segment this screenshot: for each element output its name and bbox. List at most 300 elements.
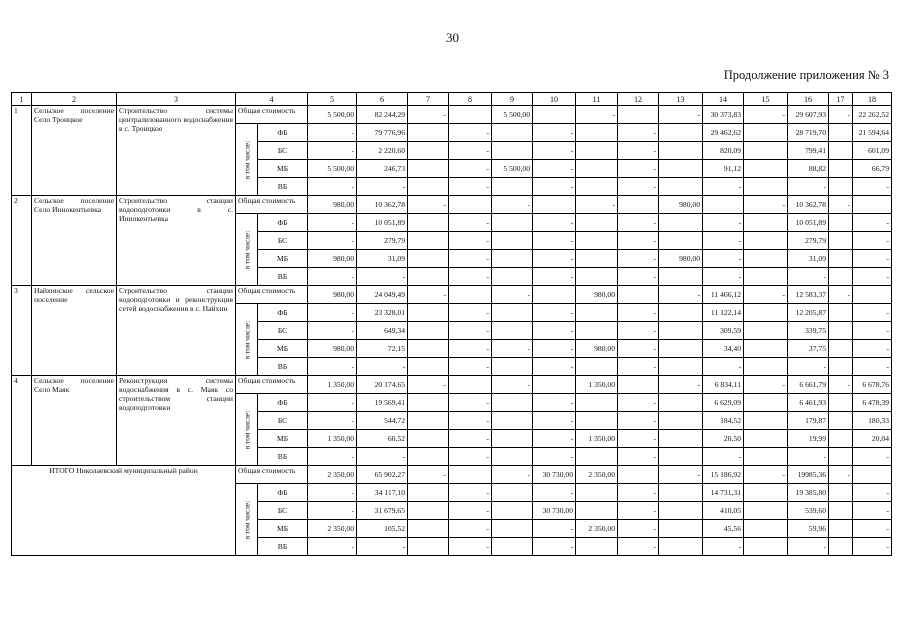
- amount-cell: [744, 538, 788, 556]
- amount-cell: [659, 430, 703, 448]
- including-label-cell: [236, 214, 258, 286]
- amount-cell: 6 629,09: [703, 394, 744, 412]
- amount-cell: [408, 250, 449, 268]
- amount-cell: -: [492, 376, 533, 394]
- amount-cell: -: [703, 448, 744, 466]
- amount-cell: [829, 340, 853, 358]
- amount-cell: -: [449, 160, 492, 178]
- amount-cell: [492, 124, 533, 142]
- page-number: 30: [446, 30, 459, 45]
- amount-cell: -: [449, 232, 492, 250]
- amount-cell: -: [449, 448, 492, 466]
- amount-cell: [744, 250, 788, 268]
- amount-cell: [576, 232, 618, 250]
- amount-cell: 2 350,00: [308, 520, 357, 538]
- amount-cell: [576, 484, 618, 502]
- amount-cell: 980,00: [576, 286, 618, 304]
- project-description: Строительство станции водоподготовки в с. Иннокентьевка: [117, 196, 236, 286]
- amount-cell: [408, 124, 449, 142]
- amount-cell: -: [659, 466, 703, 484]
- amount-cell: 10 362,78: [357, 196, 408, 214]
- amount-cell: [829, 484, 853, 502]
- amount-cell: [492, 232, 533, 250]
- amount-cell: 31 679,65: [357, 502, 408, 520]
- amount-cell: [659, 268, 703, 286]
- amount-cell: [408, 538, 449, 556]
- amount-cell: -: [533, 232, 576, 250]
- funding-source-label: ВБ: [258, 268, 308, 286]
- amount-cell: 820,09: [703, 142, 744, 160]
- amount-cell: -: [618, 304, 659, 322]
- amount-cell: -: [744, 286, 788, 304]
- amount-cell: -: [618, 322, 659, 340]
- amount-cell: 649,34: [357, 322, 408, 340]
- amount-cell: -: [357, 538, 408, 556]
- total-cost-label: Общая стоимость: [236, 196, 308, 214]
- grand-total-label: ИТОГО Николаевский муниципальный район: [12, 466, 236, 556]
- amount-cell: -: [533, 268, 576, 286]
- funding-source-label: МБ: [258, 160, 308, 178]
- amount-cell: [533, 106, 576, 124]
- amount-cell: [408, 232, 449, 250]
- amount-cell: -: [308, 142, 357, 160]
- amount-cell: [492, 322, 533, 340]
- funding-source-label: МБ: [258, 340, 308, 358]
- table-row-total-cost: [12, 286, 892, 304]
- amount-cell: 6 478,39: [853, 394, 892, 412]
- funding-source-label: БС: [258, 232, 308, 250]
- amount-cell: -: [533, 124, 576, 142]
- amount-cell: [408, 484, 449, 502]
- amount-cell: -: [533, 178, 576, 196]
- amount-cell: -: [308, 124, 357, 142]
- amount-cell: 6 834,11: [703, 376, 744, 394]
- amount-cell: -: [744, 106, 788, 124]
- amount-cell: [829, 250, 853, 268]
- appendix-caption: Продолжение приложения № 3: [723, 68, 889, 82]
- column-number-header: 6: [357, 93, 408, 106]
- settlement-name: Сельское поселение Село Троицкое: [32, 106, 117, 196]
- including-label: в том числе:: [242, 230, 251, 269]
- amount-cell: [492, 412, 533, 430]
- amount-cell: [576, 178, 618, 196]
- amount-cell: [408, 160, 449, 178]
- amount-cell: 2 350,00: [576, 466, 618, 484]
- amount-cell: [492, 502, 533, 520]
- amount-cell: -: [408, 196, 449, 214]
- row-number: 1: [12, 106, 32, 196]
- amount-cell: -: [449, 502, 492, 520]
- amount-cell: -: [449, 142, 492, 160]
- amount-cell: [659, 340, 703, 358]
- amount-cell: [576, 214, 618, 232]
- amount-cell: -: [533, 358, 576, 376]
- amount-cell: -: [533, 430, 576, 448]
- amount-cell: -: [853, 214, 892, 232]
- amount-cell: 30 373,83: [703, 106, 744, 124]
- amount-cell: [618, 466, 659, 484]
- amount-cell: -: [308, 412, 357, 430]
- amount-cell: 246,73: [357, 160, 408, 178]
- column-number-header: 5: [308, 93, 357, 106]
- amount-cell: -: [788, 538, 829, 556]
- row-number: 3: [12, 286, 32, 376]
- amount-cell: -: [618, 502, 659, 520]
- settlement-name: Найхинское сельское поселение: [32, 286, 117, 376]
- funding-source-label: БС: [258, 412, 308, 430]
- amount-cell: 980,00: [659, 196, 703, 214]
- amount-cell: 37,75: [788, 340, 829, 358]
- amount-cell: [492, 538, 533, 556]
- amount-cell: 279,79: [788, 232, 829, 250]
- amount-cell: -: [357, 358, 408, 376]
- amount-cell: -: [533, 340, 576, 358]
- amount-cell: -: [853, 232, 892, 250]
- amount-cell: -: [533, 142, 576, 160]
- amount-cell: [576, 358, 618, 376]
- amount-cell: [829, 394, 853, 412]
- column-number-header: 14: [703, 93, 744, 106]
- amount-cell: -: [408, 286, 449, 304]
- amount-cell: [744, 484, 788, 502]
- amount-cell: -: [308, 484, 357, 502]
- amount-cell: [744, 160, 788, 178]
- amount-cell: [853, 286, 892, 304]
- amount-cell: -: [357, 448, 408, 466]
- amount-cell: -: [853, 484, 892, 502]
- funding-source-label: МБ: [258, 430, 308, 448]
- amount-cell: -: [703, 214, 744, 232]
- amount-cell: [744, 358, 788, 376]
- amount-cell: -: [449, 178, 492, 196]
- table-row-total-cost: [12, 376, 892, 394]
- amount-cell: [576, 412, 618, 430]
- amount-cell: [576, 124, 618, 142]
- amount-cell: [492, 430, 533, 448]
- amount-cell: 24 049,49: [357, 286, 408, 304]
- amount-cell: -: [829, 286, 853, 304]
- amount-cell: -: [449, 484, 492, 502]
- amount-cell: -: [618, 340, 659, 358]
- amount-cell: [829, 538, 853, 556]
- amount-cell: -: [533, 304, 576, 322]
- amount-cell: 66,79: [853, 160, 892, 178]
- amount-cell: -: [853, 304, 892, 322]
- amount-cell: [744, 394, 788, 412]
- amount-cell: [449, 196, 492, 214]
- amount-cell: 6 661,79: [788, 376, 829, 394]
- amount-cell: [659, 232, 703, 250]
- amount-cell: [408, 520, 449, 538]
- amount-cell: [829, 124, 853, 142]
- column-number-header: 4: [236, 93, 308, 106]
- funding-source-label: ВБ: [258, 538, 308, 556]
- amount-cell: 30 730,00: [533, 502, 576, 520]
- settlement-name: Сельское поселение Село Иннокентьевка: [32, 196, 117, 286]
- amount-cell: [618, 196, 659, 214]
- amount-cell: 19,99: [788, 430, 829, 448]
- amount-cell: [659, 178, 703, 196]
- project-description: Строительство станции водоподготовки и реконструкция сетей водоснабжения в с. Найхин: [117, 286, 236, 376]
- amount-cell: -: [308, 538, 357, 556]
- amount-cell: -: [659, 376, 703, 394]
- column-number-header: 12: [618, 93, 659, 106]
- amount-cell: -: [744, 466, 788, 484]
- amount-cell: [744, 268, 788, 286]
- amount-cell: 6 461,93: [788, 394, 829, 412]
- column-number-header: 2: [32, 93, 117, 106]
- table-row-total-cost: [12, 466, 892, 484]
- amount-cell: 180,33: [853, 412, 892, 430]
- column-number-row: [12, 93, 892, 106]
- including-label-cell: [236, 394, 258, 466]
- amount-cell: 82 244,29: [357, 106, 408, 124]
- amount-cell: [492, 250, 533, 268]
- amount-cell: -: [533, 250, 576, 268]
- amount-cell: -: [618, 430, 659, 448]
- funding-source-label: ФБ: [258, 214, 308, 232]
- amount-cell: [829, 268, 853, 286]
- project-description: Строительство системы централизованного водоснабжения в с. Троицкое: [117, 106, 236, 196]
- amount-cell: -: [788, 448, 829, 466]
- amount-cell: -: [449, 250, 492, 268]
- amount-cell: 339,75: [788, 322, 829, 340]
- amount-cell: -: [788, 268, 829, 286]
- amount-cell: 2 350,00: [576, 520, 618, 538]
- amount-cell: 980,00: [308, 196, 357, 214]
- amount-cell: 601,09: [853, 142, 892, 160]
- amount-cell: -: [853, 178, 892, 196]
- column-number-header: 13: [659, 93, 703, 106]
- funding-source-label: ВБ: [258, 178, 308, 196]
- amount-cell: -: [618, 250, 659, 268]
- amount-cell: -: [703, 178, 744, 196]
- including-label-cell: [236, 124, 258, 196]
- amount-cell: [449, 376, 492, 394]
- amount-cell: 179,87: [788, 412, 829, 430]
- amount-cell: 410,05: [703, 502, 744, 520]
- amount-cell: [492, 304, 533, 322]
- column-number-header: 1: [12, 93, 32, 106]
- amount-cell: 1 350,00: [308, 376, 357, 394]
- amount-cell: [449, 286, 492, 304]
- amount-cell: 20,50: [703, 430, 744, 448]
- amount-cell: 19 569,41: [357, 394, 408, 412]
- amount-cell: [744, 142, 788, 160]
- including-label: в том числе:: [242, 320, 251, 359]
- amount-cell: 980,00: [308, 340, 357, 358]
- amount-cell: -: [829, 106, 853, 124]
- amount-cell: [659, 142, 703, 160]
- funding-source-label: ВБ: [258, 448, 308, 466]
- amount-cell: -: [659, 286, 703, 304]
- amount-cell: -: [492, 466, 533, 484]
- amount-cell: -: [357, 268, 408, 286]
- amount-cell: [659, 124, 703, 142]
- amount-cell: -: [618, 412, 659, 430]
- amount-cell: [618, 376, 659, 394]
- amount-cell: [659, 214, 703, 232]
- amount-cell: 2 220,60: [357, 142, 408, 160]
- amount-cell: -: [618, 538, 659, 556]
- amount-cell: [659, 538, 703, 556]
- funding-source-label: ФБ: [258, 394, 308, 412]
- amount-cell: 539,60: [788, 502, 829, 520]
- amount-cell: [576, 538, 618, 556]
- amount-cell: [659, 304, 703, 322]
- amount-cell: [853, 196, 892, 214]
- amount-cell: [492, 214, 533, 232]
- amount-cell: [492, 178, 533, 196]
- amount-cell: 20,04: [853, 430, 892, 448]
- column-number-header: 15: [744, 93, 788, 106]
- amount-cell: [829, 358, 853, 376]
- amount-cell: -: [308, 502, 357, 520]
- amount-cell: 2 350,00: [308, 466, 357, 484]
- amount-cell: 23 328,01: [357, 304, 408, 322]
- amount-cell: [408, 448, 449, 466]
- amount-cell: [449, 106, 492, 124]
- amount-cell: -: [853, 448, 892, 466]
- amount-cell: 1 350,00: [576, 430, 618, 448]
- amount-cell: -: [618, 520, 659, 538]
- amount-cell: [829, 520, 853, 538]
- including-label-cell: [236, 484, 258, 556]
- amount-cell: -: [788, 178, 829, 196]
- amount-cell: -: [408, 106, 449, 124]
- amount-cell: -: [703, 232, 744, 250]
- amount-cell: -: [703, 268, 744, 286]
- amount-cell: 21 594,64: [853, 124, 892, 142]
- amount-cell: -: [618, 484, 659, 502]
- total-cost-label: Общая стоимость: [236, 106, 308, 124]
- amount-cell: -: [408, 376, 449, 394]
- amount-cell: [829, 304, 853, 322]
- amount-cell: 91,12: [703, 160, 744, 178]
- amount-cell: 10 362,78: [788, 196, 829, 214]
- amount-cell: [659, 502, 703, 520]
- amount-cell: [744, 322, 788, 340]
- amount-cell: 1 350,00: [308, 430, 357, 448]
- amount-cell: -: [449, 358, 492, 376]
- including-label: в том числе:: [242, 410, 251, 449]
- amount-cell: [744, 340, 788, 358]
- amount-cell: 72,15: [357, 340, 408, 358]
- total-cost-label: Общая стоимость: [236, 466, 308, 484]
- amount-cell: -: [449, 412, 492, 430]
- column-number-header: 7: [408, 93, 449, 106]
- amount-cell: -: [618, 124, 659, 142]
- amount-cell: [829, 430, 853, 448]
- amount-cell: 309,59: [703, 322, 744, 340]
- amount-cell: -: [576, 196, 618, 214]
- amount-cell: 19 385,80: [788, 484, 829, 502]
- amount-cell: -: [449, 322, 492, 340]
- amount-cell: 29 607,93: [788, 106, 829, 124]
- amount-cell: -: [449, 394, 492, 412]
- table-row-total-cost: [12, 106, 892, 124]
- amount-cell: [744, 448, 788, 466]
- column-number-header: 16: [788, 93, 829, 106]
- amount-cell: [408, 304, 449, 322]
- amount-cell: -: [853, 538, 892, 556]
- amount-cell: [618, 106, 659, 124]
- amount-cell: [408, 340, 449, 358]
- amount-cell: [449, 466, 492, 484]
- amount-cell: [408, 268, 449, 286]
- amount-cell: -: [533, 412, 576, 430]
- amount-cell: [659, 394, 703, 412]
- amount-cell: [492, 484, 533, 502]
- amount-cell: -: [744, 196, 788, 214]
- amount-cell: -: [618, 178, 659, 196]
- amount-cell: -: [618, 448, 659, 466]
- amount-cell: 799,41: [788, 142, 829, 160]
- amount-cell: 5 500,00: [492, 106, 533, 124]
- amount-cell: -: [618, 232, 659, 250]
- amount-cell: 980,00: [659, 250, 703, 268]
- amount-cell: -: [492, 286, 533, 304]
- amount-cell: 29 462,62: [703, 124, 744, 142]
- amount-cell: -: [853, 250, 892, 268]
- amount-cell: 15 186,92: [703, 466, 744, 484]
- amount-cell: -: [408, 466, 449, 484]
- funding-source-label: ФБ: [258, 484, 308, 502]
- amount-cell: -: [449, 430, 492, 448]
- amount-cell: -: [492, 340, 533, 358]
- amount-cell: [829, 178, 853, 196]
- amount-cell: 11 466,12: [703, 286, 744, 304]
- amount-cell: -: [308, 268, 357, 286]
- amount-cell: [618, 286, 659, 304]
- amount-cell: -: [788, 358, 829, 376]
- amount-cell: 544,72: [357, 412, 408, 430]
- amount-cell: [829, 214, 853, 232]
- amount-cell: [659, 448, 703, 466]
- funding-source-label: БС: [258, 322, 308, 340]
- amount-cell: -: [308, 394, 357, 412]
- amount-cell: 11 122,14: [703, 304, 744, 322]
- amount-cell: 6 678,76: [853, 376, 892, 394]
- amount-cell: -: [576, 106, 618, 124]
- amount-cell: 88,82: [788, 160, 829, 178]
- funding-source-label: БС: [258, 142, 308, 160]
- settlement-name: Сельское поселение Село Маяк: [32, 376, 117, 466]
- amount-cell: [492, 448, 533, 466]
- amount-cell: [408, 430, 449, 448]
- table-body: [12, 93, 892, 556]
- amount-cell: 184,52: [703, 412, 744, 430]
- amount-cell: -: [703, 538, 744, 556]
- amount-cell: [659, 358, 703, 376]
- amount-cell: [703, 196, 744, 214]
- amount-cell: 5 500,00: [308, 106, 357, 124]
- funding-source-label: ВБ: [258, 358, 308, 376]
- amount-cell: -: [308, 358, 357, 376]
- amount-cell: -: [618, 268, 659, 286]
- amount-cell: [408, 502, 449, 520]
- column-number-header: 10: [533, 93, 576, 106]
- amount-cell: -: [703, 250, 744, 268]
- amount-cell: -: [853, 358, 892, 376]
- amount-cell: [408, 358, 449, 376]
- amount-cell: 28 719,70: [788, 124, 829, 142]
- amount-cell: [576, 268, 618, 286]
- amount-cell: 45,56: [703, 520, 744, 538]
- amount-cell: [829, 160, 853, 178]
- amount-cell: [744, 178, 788, 196]
- amount-cell: [408, 322, 449, 340]
